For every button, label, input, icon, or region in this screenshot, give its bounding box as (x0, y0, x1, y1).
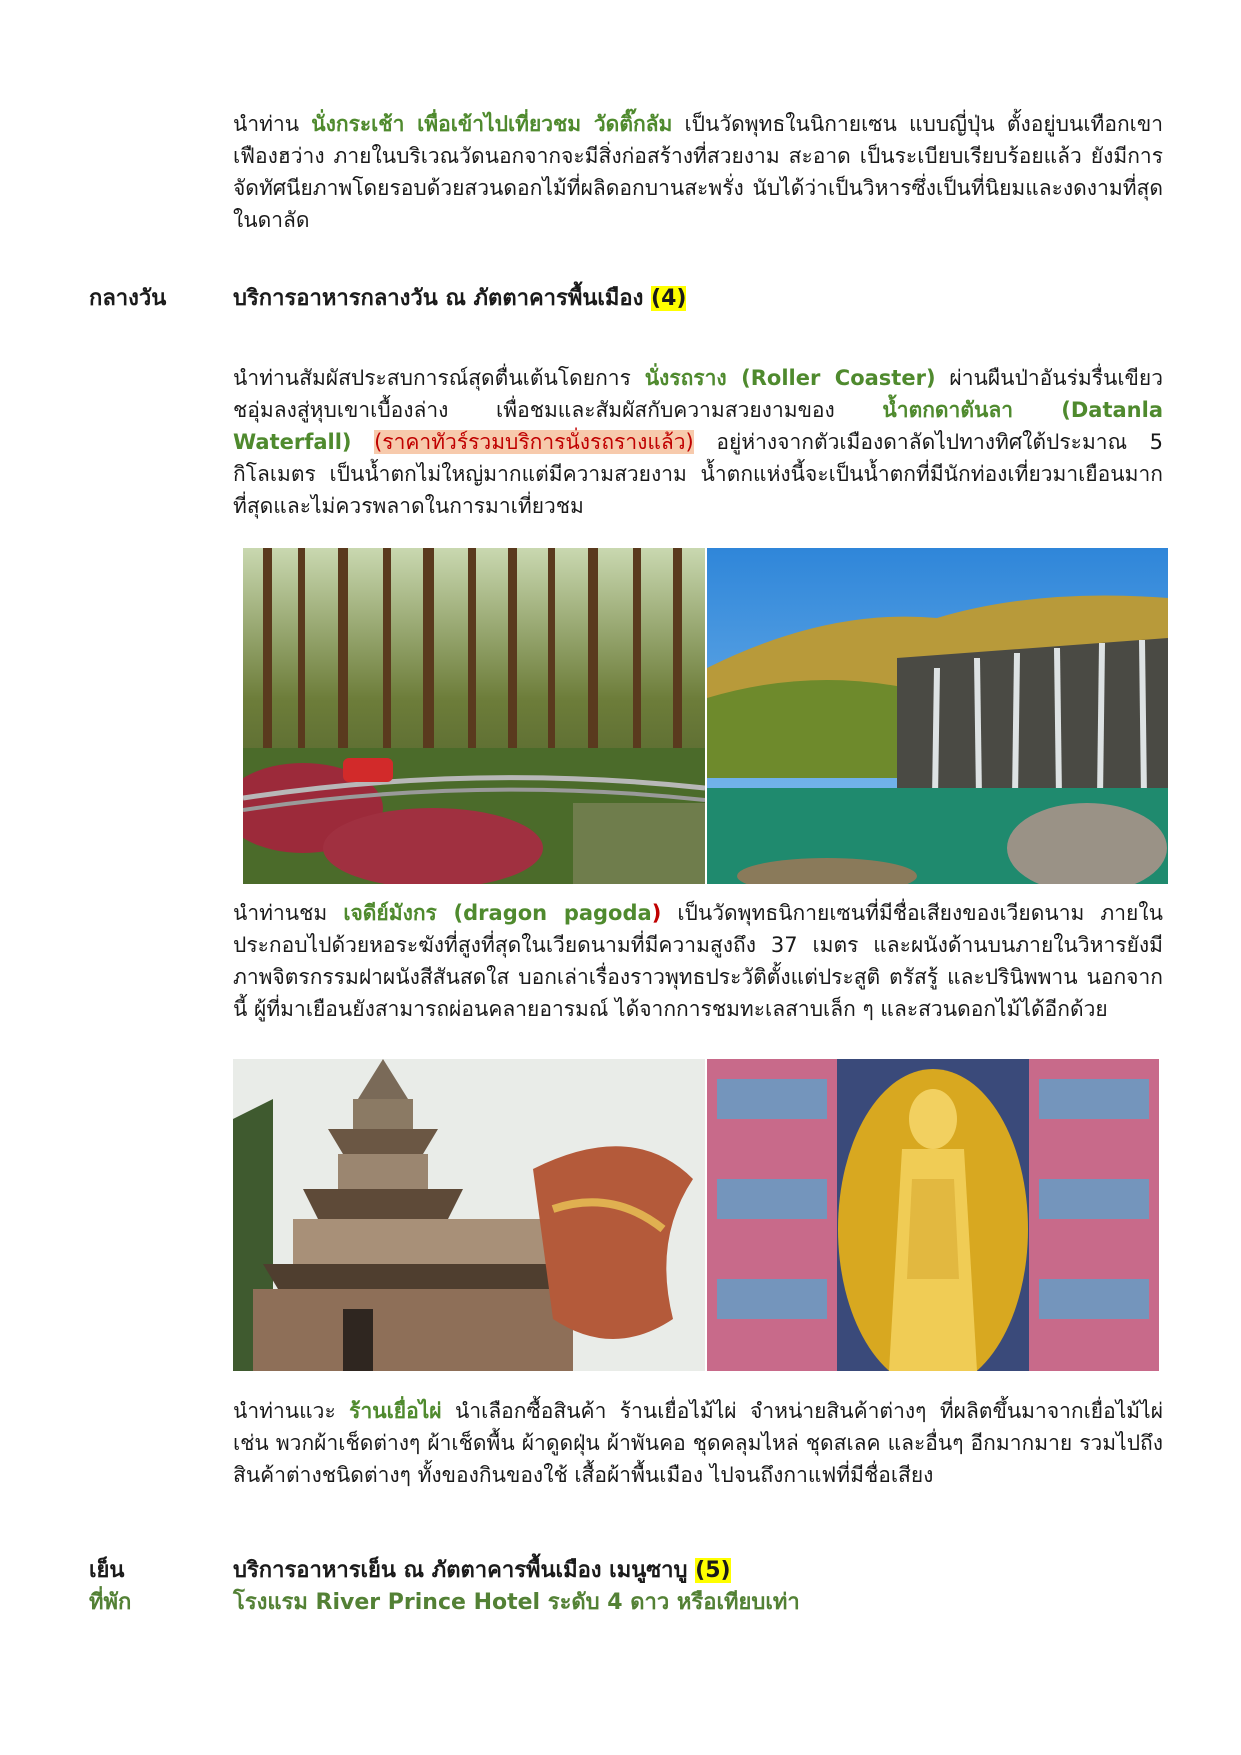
dragon-pagoda-exterior-photo (233, 1059, 705, 1371)
dragon-pagoda-close-paren: ) (651, 901, 662, 925)
para2-text-b: ผ่านผืนป่าอันร่มรื่นเขียวชอุ่มลงสู่หุบเขาเบื้องล่าง เพื่อชมและสัมผัสกับความสวยงามของ (233, 366, 1163, 422)
bamboo-shop-paragraph (233, 1395, 1163, 1491)
lunch-row (233, 284, 1163, 314)
lunch-meal-badge: (4) (651, 286, 687, 311)
dinner-row (233, 1556, 1163, 1586)
roller-coaster-paragraph (233, 362, 1163, 522)
para4-text-b: นำเลือกซื้อสินค้า ร้านเยื่อไม้ไผ่ จำหน่ายสินค้าต่างๆ ที่ผลิตขึ้นมาจากเยื่อไม้ไผ่ เช่น พวกผ้าเช็ดต่างๆ ผ้าเช็ดพื้น ผ้าดูดฝุ่น ผ้าพันคอ ชุดคลุมไหล่ ชุดสเลค และอื่นๆ อีกมากมาย รวมไปถึง สินค้าต่างชนิดต่างๆ ทั้งของกินของใช้ เสื้อผ้าพื้นเมือง ไปจนถึงกาแฟที่มีชื่อเสียง (233, 1399, 1163, 1487)
para1-text-b: เป็นวัดพุทธในนิกายเซน แบบญี่ปุ่น ตั้งอยู่บนเทือกเขาเฟืองฮว่าง ภายในบริเวณวัดนอกจากจะมีสิ่งก่อสร้างที่สวยงาม สะอาด เป็นระเบียบเรียบร้อยแล้ว ยังมีการจัดทัศนียภาพโดยรอบด้วยสวนดอกไม้ที่ผลิดอกบานสะพรั่ง นับได้ว่าเป็นวิหารซึ่งเป็นที่นิยมและงดงามที่สุดในดาลัด (233, 112, 1163, 232)
para2-text-a: นำท่านสัมผัสประสบการณ์สุดตื่นเต้นโดยการ (233, 366, 645, 390)
intro-paragraph (233, 108, 1163, 236)
dragon-pagoda-paragraph (233, 897, 1163, 1025)
para2-text-d: อยู่ห่างจากตัวเมืองดาลัดไปทางทิศใต้ประมาณ 5 กิโลเมตร เป็นน้ำตกไม่ใหญ่มากแต่มีความสวยงาม น้ำตกแห่งนี้จะเป็นน้ำตกที่มีนักท่องเที่ยวมาเยือนมากที่สุดและไม่ควรพลาดในการมาเที่ยวชม (233, 430, 1163, 518)
bamboo-shop-highlight: ร้านเยื่อไผ่ (349, 1399, 442, 1423)
waterfall-highlight: น้ำตกดาตันลา (Datanla Waterfall) (233, 398, 1163, 454)
cable-car-highlight: นั่งกระเช้า เพื่อเข้าไปเที่ยวชม วัดติ๊กลัม (311, 112, 673, 136)
para1-text-a: นำท่าน (233, 112, 312, 136)
roller-coaster-highlight: นั่งรถราง (Roller Coaster) (644, 366, 936, 390)
para3-text-b: เป็นวัดพุทธนิกายเซนที่มีชื่อเสียงของเวียดนาม ภายในประกอบไปด้วยหอระฆังที่สูงที่สุดในเวียดนามที่มีความสูงถึง 37 เมตร และผนังด้านบนภายในวิหารยังมีภาพจิตรกรรมฝาผนังสีสันสดใส บอกเล่าเรื่องราวพุทธประวัติตั้งแต่ประสูติ ตรัสรู้ และปรินิพพาน นอกจากนี้ ผู้ที่มาเยือนยังสามารถผ่อนคลายอารมณ์ ได้จากการชมทะเลสาบเล็ก ๆ และสวนดอกไม้ได้อีกด้วย (233, 901, 1163, 1021)
price-note: (ราคาทัวร์รวมบริการนั่งรถรางแล้ว) (374, 430, 694, 454)
guanyin-statue-photo (707, 1059, 1159, 1371)
lunch-text: บริการอาหารกลางวัน ณ ภัตตาคารพื้นเมือง (233, 286, 652, 311)
dragon-pagoda-highlight: เจดีย์มังกร (dragon pagoda (343, 901, 652, 925)
dinner-text: บริการอาหารเย็น ณ ภัตตาคารพื้นเมือง เมนูซาบู (233, 1558, 696, 1583)
hotel-label: ที่พัก (89, 1590, 132, 1615)
lunch-label: กลางวัน (89, 286, 167, 311)
hotel-name: โรงแรม River Prince Hotel ระดับ 4 ดาว หรือเทียบเท่า (233, 1590, 800, 1615)
para4-text-a: นำท่านแวะ (233, 1399, 350, 1423)
para2-text-c (352, 430, 375, 454)
datanla-waterfall-photo (707, 548, 1168, 884)
roller-coaster-photo (243, 548, 705, 884)
para3-text-a: นำท่านชม (233, 901, 344, 925)
dinner-label: เย็น (89, 1558, 125, 1583)
dinner-meal-badge: (5) (695, 1558, 731, 1583)
